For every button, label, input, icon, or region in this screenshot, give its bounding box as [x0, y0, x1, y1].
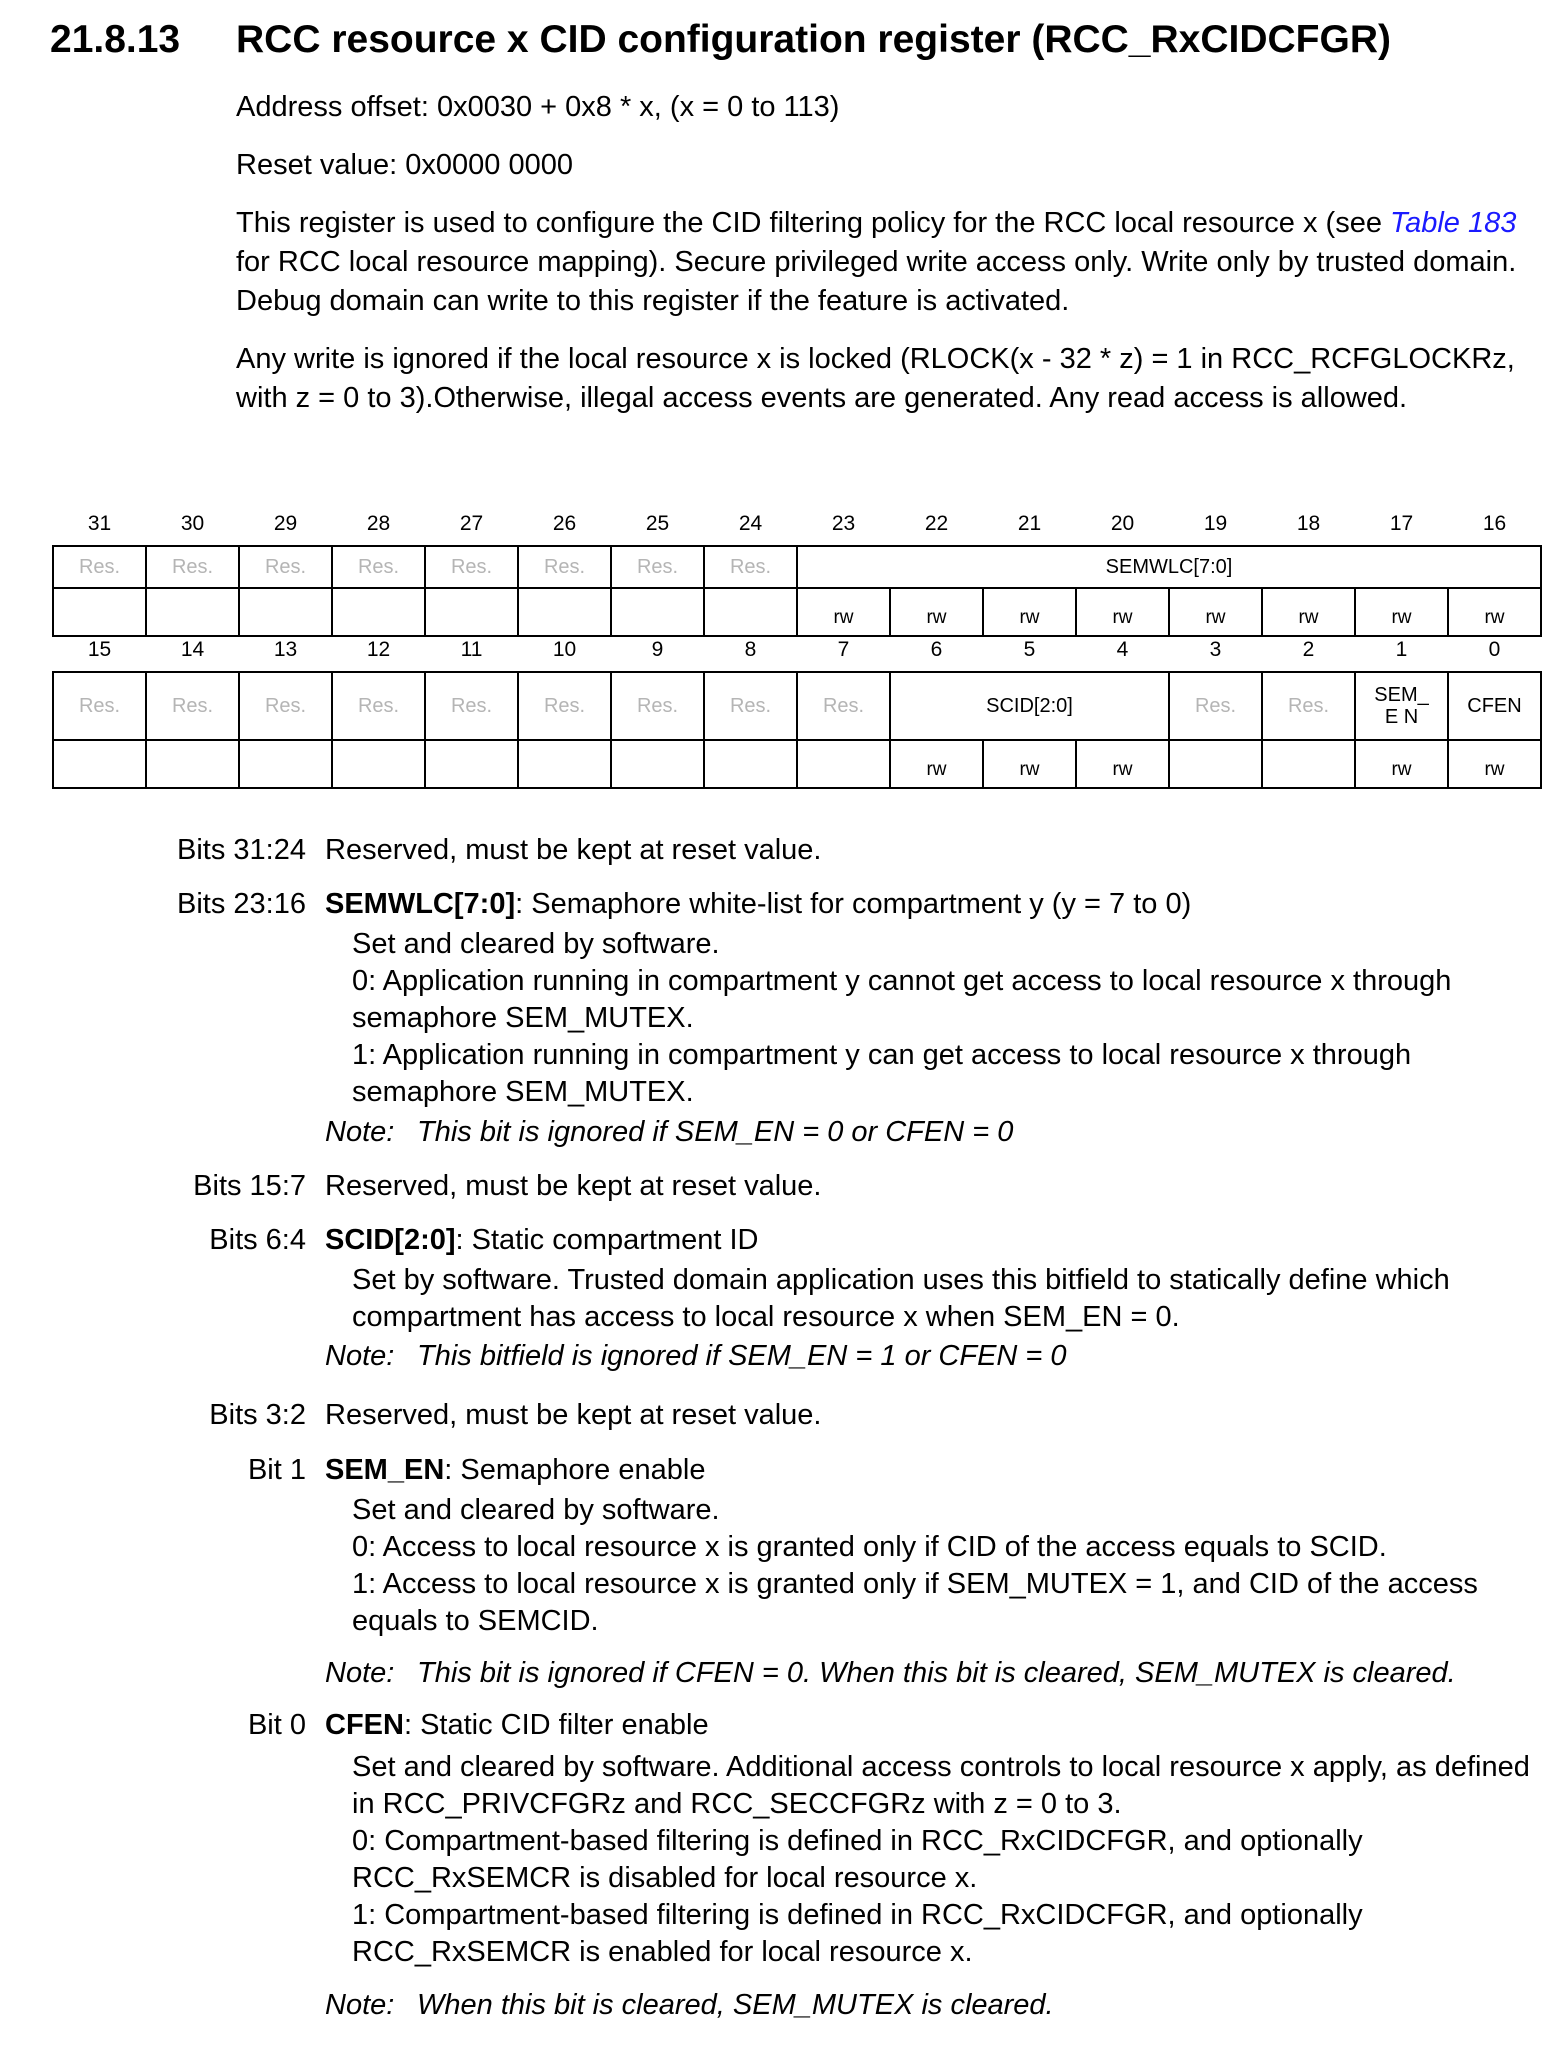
field-scid: SCID[2:0] — [890, 672, 1169, 740]
bit-number: 9 — [651, 638, 664, 661]
field-names-upper — [53, 546, 1541, 588]
bit-numbers-upper — [53, 503, 1541, 546]
bit-number: 24 — [738, 512, 763, 535]
reserved-cell: Res. — [518, 546, 611, 588]
bit-number: 17 — [1389, 512, 1414, 535]
bit-title: CFEN: Static CID filter enable — [325, 1709, 709, 1741]
reserved-cell: Res. — [611, 672, 704, 740]
access-rw: rw — [1448, 740, 1541, 788]
access-rw: rw — [1355, 740, 1448, 788]
bit-number: 31 — [87, 512, 112, 535]
access-rw: rw — [1448, 588, 1541, 636]
access-rw: rw — [1355, 588, 1448, 636]
bit-label: Bits 31:24 — [177, 834, 306, 866]
bit-number: 3 — [1209, 638, 1222, 661]
bit-description: Reserved, must be kept at reset value. — [325, 1170, 822, 1202]
bit-number: 30 — [180, 512, 205, 535]
bit-description: Reserved, must be kept at reset value. — [325, 1399, 822, 1431]
bit-number: 6 — [930, 638, 943, 661]
bit-number: 21 — [1017, 512, 1042, 535]
access-rw: rw — [1262, 588, 1355, 636]
section-title: RCC resource x CID configuration register (RCC_RxCIDCFGR) — [236, 18, 1391, 61]
bit-body: Set by software. Trusted domain application uses this bitfield to statically define which compartment has access to local resource x when SEM_EN = 0. — [352, 1264, 1450, 1333]
bit-number: 26 — [552, 512, 577, 535]
bit-number: 15 — [87, 638, 112, 661]
bit-title: SCID[2:0]: Static compartment ID — [325, 1224, 759, 1256]
reserved-cell: Res. — [797, 672, 890, 740]
register-map-lower — [52, 629, 1542, 789]
access-rw: rw — [1076, 740, 1169, 788]
access-rw: rw — [983, 740, 1076, 788]
access-rw: rw — [1076, 588, 1169, 636]
field-sem-en: SEM_E N — [1355, 672, 1448, 740]
address-offset: Address offset: 0x0030 + 0x8 * x, (x = 0 to 113) — [236, 91, 840, 123]
bit-number: 12 — [366, 638, 391, 661]
bit-body: Set and cleared by software. Additional access controls to local resource x apply, as defined in RCC_PRIVCFGRz and RCC_SECCFGRz with z = 0 to 3. 0: Compartment-based filtering is defined in RCC_RxCIDCFGR, and optionally RCC_RxSEMCR is disabled for local resource x. 1: Compartment-based filtering is defined in RCC_RxCIDCFGR, and optionally RCC_RxSEMCR is enabled for local resource x. — [352, 1751, 1530, 1968]
bit-number: 23 — [831, 512, 856, 535]
section-heading — [50, 18, 1391, 62]
note: Note: This bit is ignored if SEM_EN = 0 or CFEN = 0 — [325, 1116, 1014, 1148]
reserved-cell: Res. — [332, 672, 425, 740]
bit-number: 20 — [1110, 512, 1135, 535]
reserved-cell: Res. — [425, 672, 518, 740]
reserved-cell: Res. — [425, 546, 518, 588]
reserved-cell: Res. — [146, 546, 239, 588]
bit-number: 0 — [1488, 638, 1501, 661]
bit-label: Bits 15:7 — [193, 1170, 306, 1202]
bit-number: 4 — [1116, 638, 1129, 661]
reserved-cell: Res. — [1262, 672, 1355, 740]
reserved-cell: Res. — [704, 546, 797, 588]
reserved-cell: Res. — [239, 672, 332, 740]
note: Note: When this bit is cleared, SEM_MUTEX is cleared. — [325, 1989, 1054, 2021]
intro-paragraph-1: This register is used to configure the CID filtering policy for the RCC local resource x (see Table 183 for RCC local resource mapping). Secure privileged write access only. Write only by trusted domain. Debug domain can write to this register if the feature is activated. — [236, 207, 1517, 317]
access-rw: rw — [890, 740, 983, 788]
bit-body: Set and cleared by software. 0: Application running in compartment y cannot get access to local resource x through semaphore SEM_MUTEX. 1: Application running in compartment y can get access to local resource x through semaphore SEM_MUTEX. — [352, 928, 1452, 1108]
bit-body: Set and cleared by software. 0: Access to local resource x is granted only if CID of the access equals to SCID. 1: Access to local resource x is granted only if SEM_MUTEX = 1, and CID of the access equals to SEMCID. — [352, 1494, 1478, 1637]
field-semwlc: SEMWLC[7:0] — [797, 546, 1541, 588]
bit-number: 1 — [1395, 638, 1408, 661]
bit-title: SEMWLC[7:0]: Semaphore white-list for compartment y (y = 7 to 0) — [325, 888, 1192, 920]
bit-number: 10 — [552, 638, 577, 661]
access-rw: rw — [890, 588, 983, 636]
bit-label: Bits 3:2 — [209, 1399, 306, 1431]
bit-number: 25 — [645, 512, 670, 535]
reserved-cell: Res. — [146, 672, 239, 740]
bit-number: 22 — [924, 512, 949, 535]
bit-description: Reserved, must be kept at reset value. — [325, 834, 822, 866]
reserved-cell: Res. — [53, 546, 146, 588]
access-rw: rw — [797, 588, 890, 636]
bit-number: 11 — [460, 638, 483, 661]
bit-number: 7 — [837, 638, 850, 661]
bit-number: 28 — [366, 512, 391, 535]
access-rw: rw — [983, 588, 1076, 636]
bit-number: 19 — [1203, 512, 1228, 535]
bit-number: 18 — [1296, 512, 1321, 535]
note: Note: This bitfield is ignored if SEM_EN = 1 or CFEN = 0 — [325, 1340, 1067, 1372]
bit-number: 29 — [273, 512, 298, 535]
reserved-cell: Res. — [611, 546, 704, 588]
bit-number: 5 — [1023, 638, 1036, 661]
bit-number: 27 — [459, 512, 484, 535]
reserved-cell: Res. — [239, 546, 332, 588]
access-rw: rw — [1169, 588, 1262, 636]
reserved-cell: Res. — [53, 672, 146, 740]
field-names-lower — [53, 672, 1541, 740]
bit-label: Bit 0 — [247, 1709, 306, 1741]
bit-label: Bits 6:4 — [209, 1224, 306, 1256]
note: Note: This bit is ignored if CFEN = 0. When this bit is cleared, SEM_MUTEX is cleared. — [325, 1657, 1456, 1689]
reserved-cell: Res. — [1169, 672, 1262, 740]
reserved-cell: Res. — [518, 672, 611, 740]
bit-number: 13 — [273, 638, 298, 661]
register-intro — [236, 88, 1536, 437]
table-183-link[interactable]: Table 183 — [1390, 207, 1517, 239]
field-cfen: CFEN — [1448, 672, 1541, 740]
reset-value: Reset value: 0x0000 0000 — [236, 149, 573, 181]
reserved-cell: Res. — [704, 672, 797, 740]
register-map-upper — [52, 503, 1542, 637]
reserved-cell: Res. — [332, 546, 425, 588]
bit-number: 14 — [180, 638, 205, 661]
bit-number: 8 — [744, 638, 757, 661]
bit-number: 16 — [1482, 512, 1507, 535]
bit-label: Bits 23:16 — [177, 888, 306, 920]
section-number: 21.8.13 — [50, 18, 181, 61]
bit-label: Bit 1 — [247, 1454, 306, 1486]
bit-numbers-lower — [53, 629, 1541, 672]
access-row-lower — [53, 740, 1541, 788]
bit-number: 2 — [1302, 638, 1315, 661]
bit-title: SEM_EN: Semaphore enable — [325, 1454, 706, 1486]
intro-paragraph-2: Any write is ignored if the local resource x is locked (RLOCK(x - 32 * z) = 1 in RCC_RCFGLOCKRz, with z = 0 to 3).Otherwise, illegal access events are generated. Any read access is allowed. — [236, 343, 1515, 414]
